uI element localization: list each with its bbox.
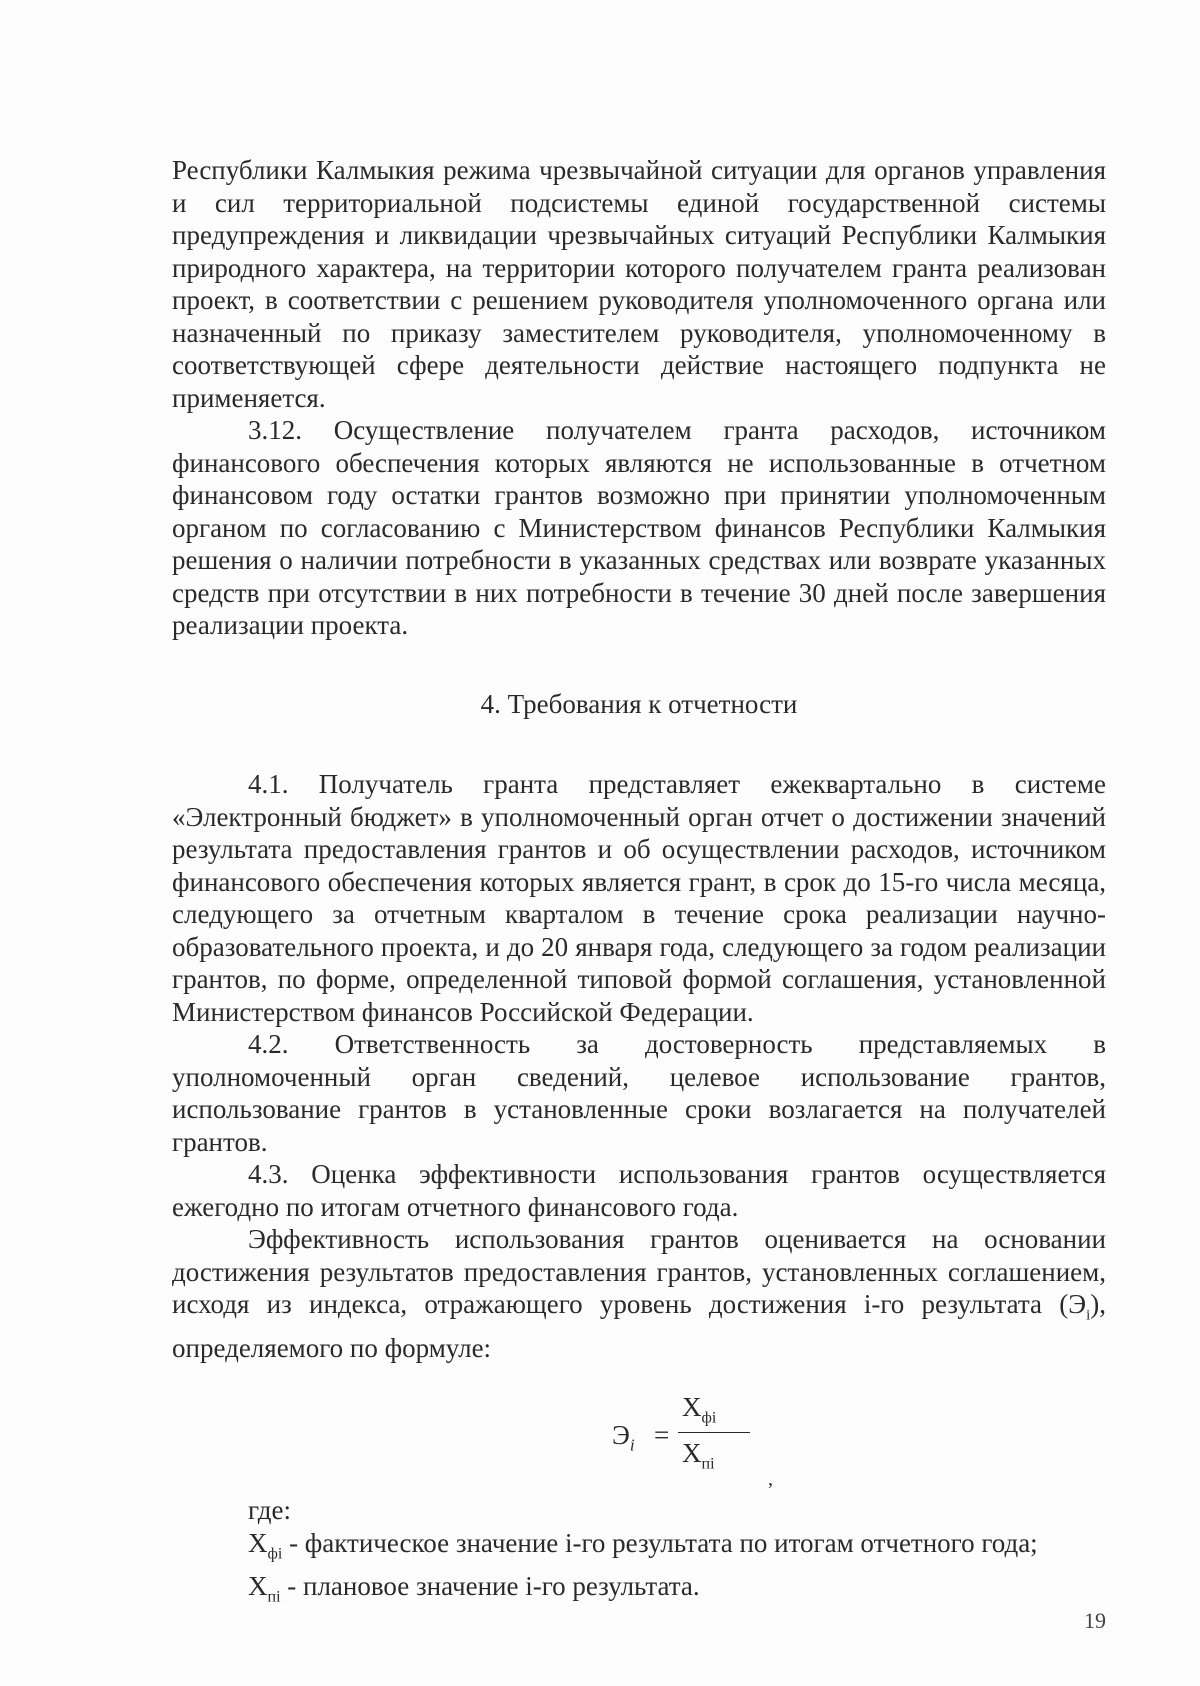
- definition-plan: $X_{пi}$ - плановое значение i-го результата.: [248, 1571, 700, 1606]
- formula-lhs: $Э_i$: [612, 1420, 635, 1455]
- section-heading: 4. Требования к отчетности: [480, 689, 798, 719]
- formula-comma: ,: [768, 1468, 773, 1490]
- formula: [612, 1392, 772, 1492]
- paragraph: 3.12. Осуществление получателем гранта расходов, источником финансового обеспечения которых являются не использованные в отчетном финансовом году остатки грантов возможно при принятии уполномоченным органом по согласованию с Министерством финансов Республики Калмыкия решения о наличии потребности в указанных средствах или возврате указанных средств при отсутствии в них потребности в течение 30 дней после завершения реализации проекта.: [172, 415, 1106, 640]
- page-number: 19: [1084, 1608, 1106, 1633]
- formula-numerator: $X_{фi}$: [682, 1392, 717, 1427]
- definition-fact: $X_{фi}$ - фактическое значение i-го результата по итогам отчетного года;: [248, 1528, 1038, 1563]
- paragraph-text: Эффективность использования грантов оценивается на основании достижения результатов предоставления грантов, установленных соглашением, исходя из индекса, отражающего уровень достижения i-го результата (Э: [172, 1224, 1106, 1319]
- paragraph: 4.3. Оценка эффективности использования грантов осуществляется ежегодно по итогам отчетного финансового года.: [172, 1159, 1106, 1222]
- subscript: i: [1086, 1307, 1091, 1324]
- text-block-middle: [172, 768, 1106, 1364]
- paragraph: Республики Калмыкия режима чрезвычайной ситуации для органов управления и сил территориальной подсистемы единой государственной системы предупреждения и ликвидации чрезвычайных ситуаций Республики Калмыкия природного характера, на территории которого получателем гранта реализован проект, в соответствии с решением руководителя уполномоченного органа или назначенный по приказу заместителем руководителя, уполномоченному в соответствующей сфере деятельности действие настоящего подпункта не применяется.: [172, 155, 1106, 413]
- definitions-where: где:: [248, 1495, 291, 1525]
- definitions: [248, 1494, 1108, 1614]
- paragraph: [172, 1223, 1106, 1364]
- paragraph: 4.2. Ответственность за достоверность представляемых в уполномоченный орган сведений, целевое использование грантов, использование грантов в установленные сроки возлагается на получателей грантов.: [172, 1029, 1106, 1157]
- formula-denominator: $X_{пi}$: [682, 1438, 715, 1473]
- paragraph-text: ), определяемого по формуле:: [172, 1289, 1106, 1363]
- text-block-top: [172, 154, 1106, 642]
- fraction-bar: [678, 1432, 750, 1433]
- paragraph: 4.1. Получатель гранта представляет ежеквартально в системе «Электронный бюджет» в уполномоченный орган отчет о достижении значений результата предоставления грантов и об осуществлении расходов, источником финансового обеспечения которых является грант, в срок до 15-го числа месяца, следующего за отчетным кварталом в течение срока реализации научно-образовательного проекта, и до 20 января года, следующего за годом реализации грантов, по форме, определенной типовой формой соглашения, установленной Министерством финансов Российской Федерации.: [172, 769, 1106, 1027]
- formula-equals: =: [654, 1420, 670, 1450]
